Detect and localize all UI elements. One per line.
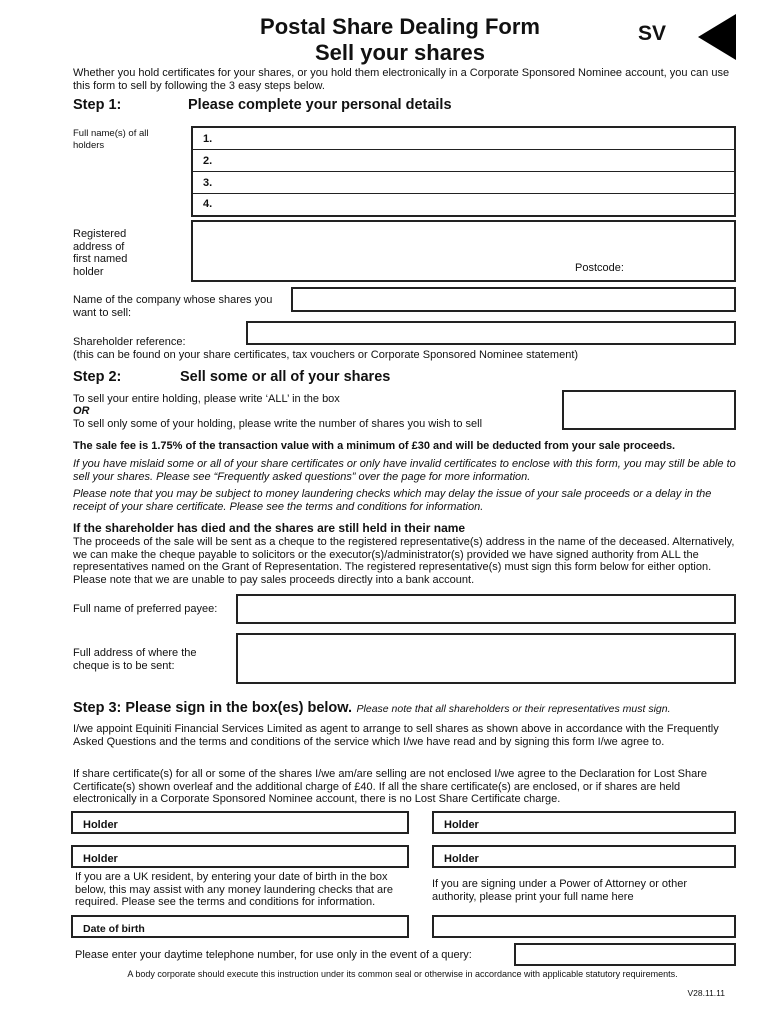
holder-signature-2[interactable]: Holder [432,811,736,834]
poa-text: If you are signing under a Power of Attorney or other authority, please print your full name here [432,878,687,903]
address-field[interactable] [191,220,736,282]
step2-title: Sell some or all of your shares [180,369,391,385]
postcode-label: Postcode: [575,262,624,274]
died-text: The proceeds of the sale will be sent as a cheque to the registered representative(s) address in the name of the deceased. Alternatively, we can make the cheque payable to solicitors or the executor(s)/administrator(s) provided we have signed authority from ALL the representatives named on the Grant of Representation. The registered representative(s) must sign this form below for either option. Please note that we are unable to pay sales proceeds directly into a bank account. [73,536,735,586]
names-label: Full name(s) of all holders [73,128,149,151]
company-label: Name of the company whose shares you want to sell: [73,294,273,319]
company-field[interactable] [291,287,736,312]
sell-all-text: To sell your entire holding, please write ‘ALL’ in the box [73,393,340,405]
or-text: OR [73,405,90,417]
poa-name-field[interactable] [432,915,736,938]
triangle-marker-icon [698,14,736,60]
form-code: SV [638,22,667,45]
payee-field[interactable] [236,594,736,624]
name-field-4[interactable]: 4. [203,198,213,210]
form-subtitle: Sell your shares [315,40,485,65]
step3-note: Please note that all shareholders or their representatives must sign. [356,703,671,715]
cheque-address-label: Full address of where the cheque is to be sent: [73,647,197,672]
fee-text: The sale fee is 1.75% of the transaction value with a minimum of £30 and will be deducted from your sale proceeds. [73,440,676,452]
phone-field[interactable] [514,943,736,966]
ref-label: Shareholder reference: [73,336,186,348]
corporate-note: A body corporate should execute this instruction under its common seal or otherwise in accordance with applicable statutory requirements. [127,969,678,979]
form-title: Postal Share Dealing Form [260,14,540,39]
holder-signature-1[interactable]: Holder [71,811,409,834]
lost-cert-text: If share certificate(s) for all or some of the shares I/we am/are selling are not enclosed I/we agree to the Declaration for Lost Share Certificate(s) shown overleaf and the additional charge of £40. If all the share certificate(s) are enclosed, or if shares are held electronically in a Corporate Sponsored Nominee account, there is no Lost Share Certificate charge. [73,768,708,805]
step1-label: Step 1: [73,97,122,113]
step2-label: Step 2: [73,369,122,385]
address-label: Registered address of first named holder [73,228,128,278]
laundering-text: Please note that you may be subject to money laundering checks which may delay the issue of your sale proceeds or a delay in the receipt of your share certificate. Please see the terms and conditions for information. [73,488,712,513]
version-label: V28.11.11 [687,988,725,998]
intro-text: Whether you hold certificates for your shares, or you hold them electronically in a Corporate Sponsored Nominee account, you can use this form to sell by following the 3 easy steps below. [73,67,730,92]
name-field-1[interactable]: 1. [193,128,734,150]
step3-header [73,699,671,717]
names-box [191,126,736,217]
mislaid-text: If you have mislaid some or all of your share certificates or only have invalid certificates to enclose with this form, you may still be able to sell your shares. Please see “Frequently asked questions” over the page for more information. [73,458,736,483]
phone-label: Please enter your daytime telephone number, for use only in the event of a query: [75,949,472,961]
cheque-address-field[interactable] [236,633,736,684]
sell-some-text: To sell only some of your holding, please write the number of shares you wish to sell [73,418,483,430]
step3-title: Step 3: Please sign in the box(es) below. [73,700,353,716]
payee-label: Full name of preferred payee: [73,603,218,615]
step1-title: Please complete your personal details [188,97,452,113]
shares-quantity-field[interactable] [562,390,736,430]
name-field-3[interactable]: 3. [193,172,734,194]
holder-signature-4[interactable]: Holder [432,845,736,868]
uk-resident-text: If you are a UK resident, by entering your date of birth in the box below, this may assist with any money laundering checks that are required. Please see the terms and conditions for information. [75,871,393,907]
holder-signature-3[interactable]: Holder [71,845,409,868]
shareholder-ref-field[interactable] [246,321,736,345]
ref-note: (this can be found on your share certificates, tax vouchers or Corporate Sponsored Nominee statement) [73,349,579,361]
died-heading: If the shareholder has died and the shares are still held in their name [73,521,466,535]
appoint-text: I/we appoint Equiniti Financial Services Limited as agent to arrange to sell shares as shown above in accordance with the Frequently Asked Questions and the terms and conditions of the service which I/we have read and by signing this form I/we agree to. [73,723,719,748]
name-field-2[interactable]: 2. [193,150,734,172]
date-of-birth-field[interactable]: Date of birth [71,915,409,938]
